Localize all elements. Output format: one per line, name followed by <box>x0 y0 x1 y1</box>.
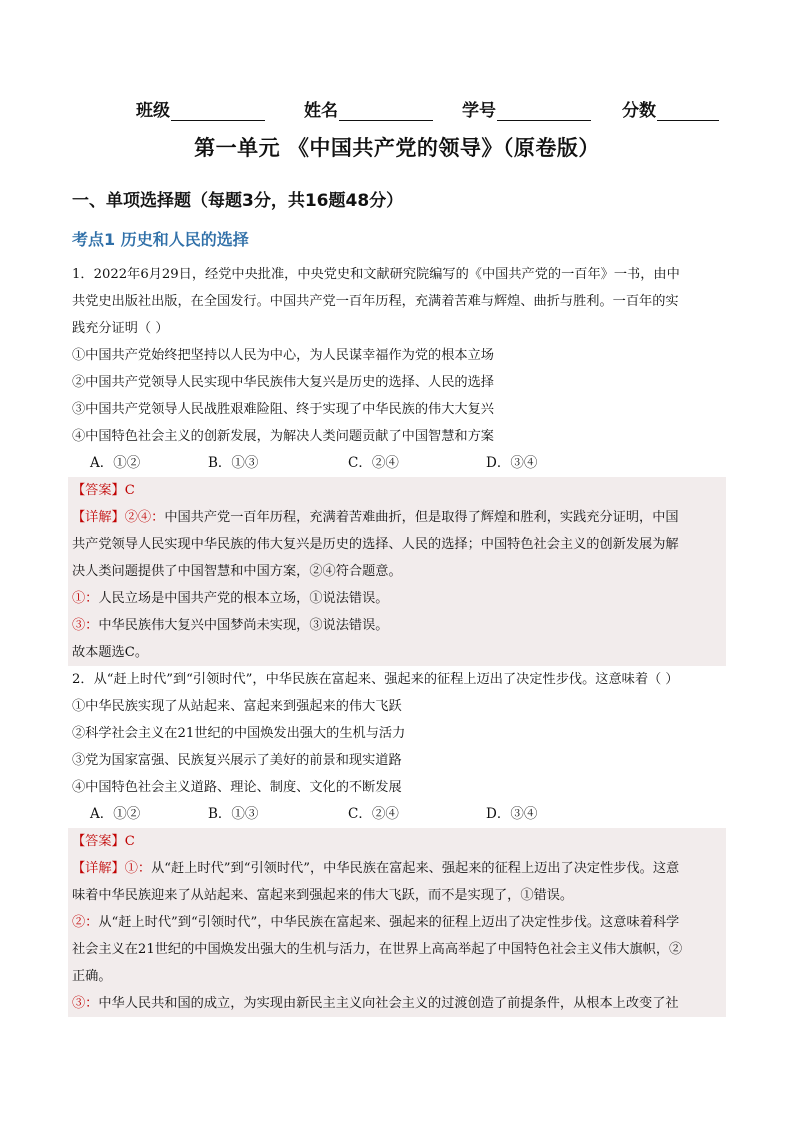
score-label: 分数 <box>622 101 656 121</box>
q1-item: ②中国共产党领导人民实现中华民族伟大复兴是历史的选择、人民的选择 <box>72 375 494 390</box>
q2-option-c[interactable]: C．②④ <box>348 806 399 822</box>
q1-detail-line: ③：中华民族伟大复兴中国梦尚未实现，③说法错误。 <box>72 618 389 633</box>
name-field[interactable] <box>304 96 433 121</box>
circled-marker: ③： <box>72 996 99 1011</box>
q1-option-c[interactable]: C．②④ <box>348 455 399 471</box>
q2-detail-line: 味着中华民族迎来了从站起来、富起来到强起来的伟大飞跃，而不是实现了，①错误。 <box>72 888 574 903</box>
q2-option-a[interactable]: A．①② <box>90 806 141 822</box>
name-label: 姓名 <box>304 101 338 121</box>
q1-item: ③中国共产党领导人民战胜艰难险阻、终于实现了中华民族的伟大大复兴 <box>72 402 494 417</box>
q1-option-b[interactable]: B．①③ <box>208 455 259 471</box>
section-heading: 一、单项选择题（每题3分，共16题48分） <box>72 191 404 211</box>
class-field[interactable] <box>136 96 265 121</box>
q2-option-b[interactable]: B．①③ <box>208 806 259 822</box>
q1-detail-line <box>72 504 726 531</box>
q1-item: ①中国共产党始终把坚持以人民为中心，为人民谋幸福作为党的根本立场 <box>72 348 494 363</box>
q1-item: ④中国特色社会主义的创新发展，为解决人类问题贡献了中国智慧和方案 <box>72 429 494 444</box>
student-id-field[interactable] <box>462 96 591 121</box>
q1-option-a[interactable]: A．①② <box>90 455 141 471</box>
score-blank[interactable] <box>657 102 719 121</box>
q2-option-d[interactable]: D．③④ <box>486 806 538 822</box>
q2-detail-line: ②：从“赶上时代”到“引领时代”，中华民族在富起来、强起来的征程上迈出了决定性步伐。这意味着科学 <box>72 915 680 930</box>
score-field[interactable] <box>622 96 719 121</box>
detail-label: 【详解】 <box>72 510 125 525</box>
q2-answer-block <box>68 828 726 1017</box>
q1-answer-block <box>68 477 726 666</box>
question-1 <box>72 261 722 1017</box>
q1-options <box>72 450 722 477</box>
document-title: 第一单元 《中国共产党的领导》（原卷版） <box>194 136 600 160</box>
circled-marker: ①： <box>72 591 99 606</box>
circled-marker: ③： <box>72 618 99 633</box>
q2-item: ②科学社会主义在21世纪的中国焕发出强大的生机与活力 <box>72 726 406 741</box>
q2-answer-line <box>72 828 726 855</box>
student-info-row <box>0 96 794 122</box>
q2-detail-line: ③：中华人民共和国的成立，为实现由新民主主义向社会主义的过渡创造了前提条件，从根本上改变了社 <box>72 996 679 1011</box>
class-label: 班级 <box>136 101 170 121</box>
q1-detail-line: 故本题选C。 <box>72 645 149 660</box>
q1-detail-line: 共产党领导人民实现中华民族的伟大复兴是历史的选择、人民的选择；中国特色社会主义的创新发展为解 <box>72 537 679 552</box>
topic-heading: 考点1 历史和人民的选择 <box>72 230 249 249</box>
q1-answer-line <box>72 477 726 504</box>
answer-label: 【答案】 <box>72 483 125 498</box>
name-blank[interactable] <box>339 102 433 121</box>
q2-detail-line: 正确。 <box>72 969 112 984</box>
class-blank[interactable] <box>171 102 265 121</box>
answer-label: 【答案】 <box>72 834 125 849</box>
q2-item: ③党为国家富强、民族复兴展示了美好的前景和现实道路 <box>72 753 402 768</box>
q1-detail-line: ①：人民立场是中国共产党的根本立场，①说法错误。 <box>72 591 389 606</box>
q1-option-d[interactable]: D．③④ <box>486 455 538 471</box>
q2-detail-line <box>72 855 726 882</box>
q1-stem-line: 践充分证明（ ） <box>72 321 169 336</box>
q2-stem-line: 2．从“赶上时代”到“引领时代”，中华民族在富起来、强起来的征程上迈出了决定性步伐。这意味着（ ） <box>72 672 679 687</box>
q1-detail-line: 决人类问题提供了中国智慧和中国方案，②④符合题意。 <box>72 564 402 579</box>
detail-label: 【详解】 <box>72 861 125 876</box>
answer-value: C <box>124 483 135 498</box>
q2-item: ①中华民族实现了从站起来、富起来到强起来的伟大飞跃 <box>72 699 402 714</box>
q1-stem-line: 共党史出版社出版，在全国发行。中国共产党一百年历程，充满着苦难与辉煌、曲折与胜利。一百年的实 <box>72 294 679 309</box>
q2-item: ④中国特色社会主义道路、理论、制度、文化的不断发展 <box>72 780 402 795</box>
circled-marker: ②④： <box>124 510 165 525</box>
circled-marker: ②： <box>72 915 99 930</box>
student-id-blank[interactable] <box>497 102 591 121</box>
answer-value: C <box>124 834 135 849</box>
circled-marker: ①： <box>124 861 152 876</box>
student-id-label: 学号 <box>462 101 496 121</box>
q2-options <box>72 801 722 828</box>
detail-text: ①：从“赶上时代”到“引领时代”，中华民族在富起来、强起来的征程上迈出了决定性步伐。这意 <box>124 861 680 876</box>
detail-text: ②④：中国共产党一百年历程，充满着苦难曲折，但是取得了辉煌和胜利，实践充分证明，中国 <box>124 510 679 525</box>
q1-stem-line: 1．2022年6月29日，经党中央批准，中央党史和文献研究院编写的《中国共产党的一百年》一书，由中 <box>72 267 680 282</box>
q2-detail-line: 社会主义在21世纪的中国焕发出强大的生机与活力，在世界上高高举起了中国特色社会主义伟大旗帜，② <box>72 942 683 957</box>
